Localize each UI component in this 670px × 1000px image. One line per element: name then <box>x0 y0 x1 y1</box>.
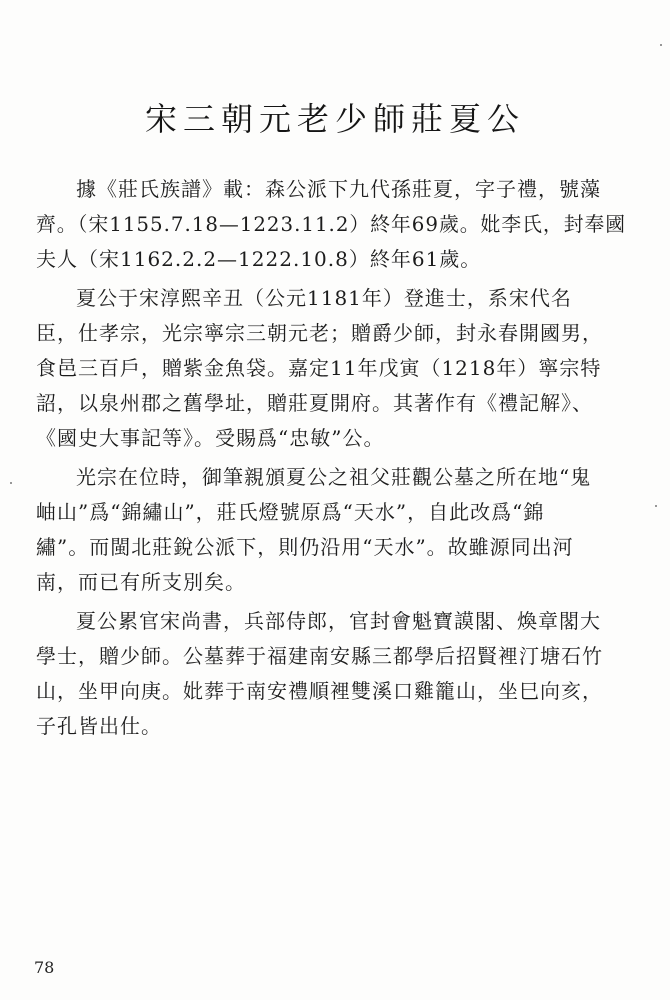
text-line: 子孔皆出仕。 <box>36 714 162 738</box>
scan-speck <box>10 482 12 484</box>
text-line: 據《莊氏族譜》載：森公派下九代孫莊夏，字子禮，號藻 <box>76 177 601 201</box>
body-text <box>36 172 626 744</box>
text-line: 光宗在位時，御筆親頒夏公之祖父莊觀公墓之所在地“鬼 <box>76 465 592 489</box>
text-line: 岫山”爲“錦繡山”，莊氏燈號原爲“天水”，自此改爲“錦 <box>36 500 545 524</box>
text-line: 南，而已有所支別矣。 <box>36 570 246 594</box>
paragraph-4 <box>36 604 626 744</box>
paragraph-2 <box>36 281 626 456</box>
text-line: 夏公于宋淳熙辛丑（公元1181年）登進士，系宋代名 <box>76 286 572 310</box>
page-number: 78 <box>34 958 55 977</box>
scan-speck <box>655 505 657 507</box>
text-line: 繡”。而閩北莊銳公派下，則仍沿用“天水”。故雖源同出河 <box>36 535 574 559</box>
text-line: 食邑三百戶，贈紫金魚袋。嘉定11年戊寅（1218年）寧宗特 <box>36 356 602 380</box>
scan-speck <box>660 44 662 46</box>
text-line: 臣，仕孝宗，光宗寧宗三朝元老；贈爵少師，封永春開國男， <box>36 321 603 345</box>
text-line: 夏公累官宋尚書，兵部侍郎，官封會魁寶謨閣、煥章閣大 <box>76 609 601 633</box>
paragraph-1 <box>36 172 626 277</box>
text-line: 詔，以泉州郡之舊學址，贈莊夏開府。其著作有《禮記解》、 <box>36 391 593 415</box>
text-line: 學士，贈少師。公墓葬于福建南安縣三都學后招賢裡汀塘石竹 <box>36 644 603 668</box>
paragraph-3 <box>36 460 626 600</box>
text-line: 夫人（宋1162.2.2—1222.10.8）終年61歲。 <box>36 247 482 271</box>
text-line: 《國史大事記等》。受賜爲“忠敏”公。 <box>36 426 385 450</box>
text-line: 山，坐甲向庚。妣葬于南安禮順裡雙溪口雞籠山，坐巳向亥， <box>36 679 603 703</box>
text-line: 齊。（宋1155.7.18—1223.11.2）終年69歲。妣李氏，封奉國 <box>36 212 627 236</box>
page-title: 宋三朝元老少師莊夏公 <box>144 100 525 138</box>
